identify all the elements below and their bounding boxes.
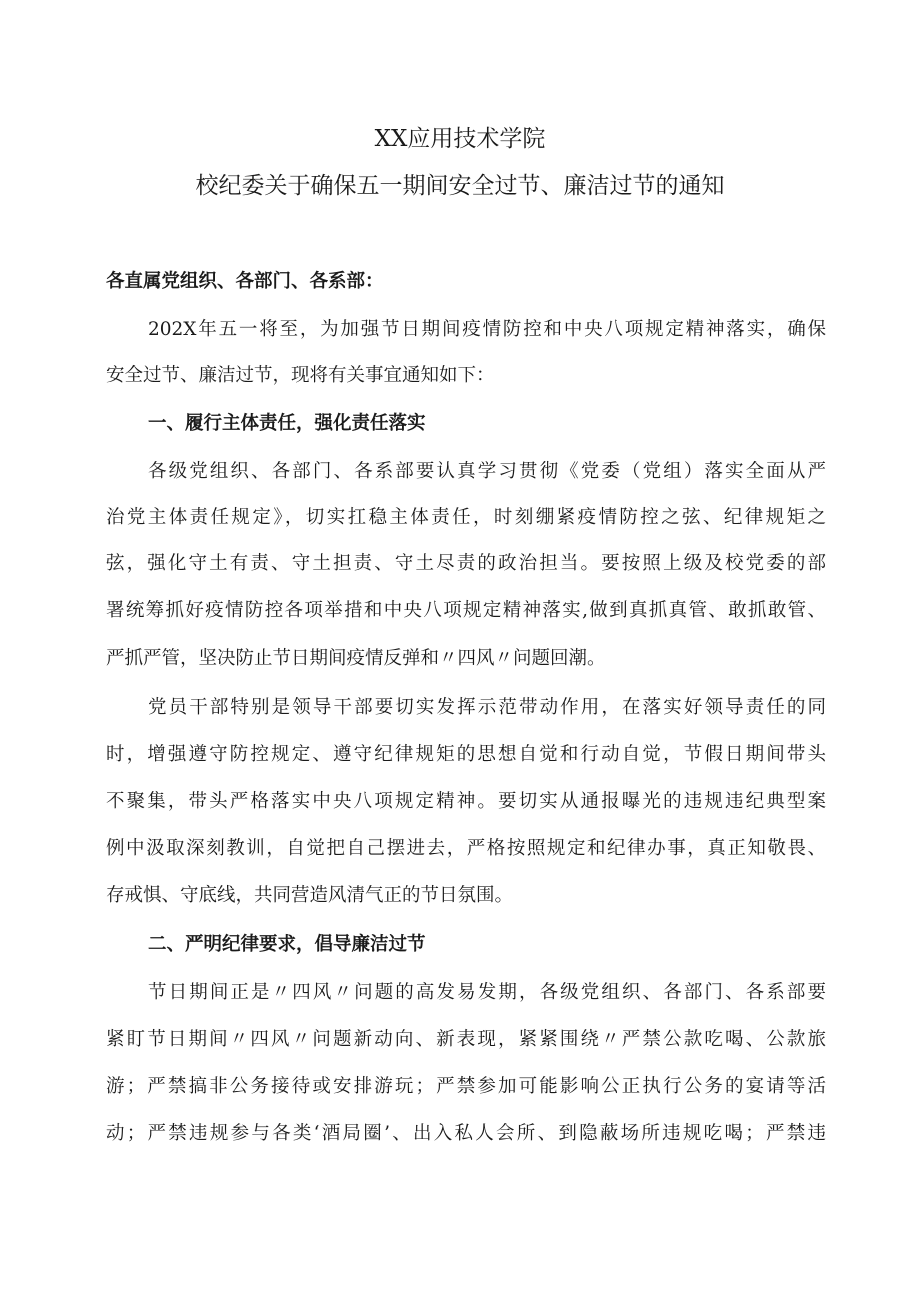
- paragraph-line: 节日期间正是〃四风〃问题的高发易发期，各级党组织、各部门、各系部要: [148, 982, 826, 1003]
- paragraph-line: 不聚集，带头严格落实中央八项规定精神。要切实从通报曝光的违规违纪典型案: [106, 791, 826, 812]
- paragraph-line: 游；严禁搞非公务接待或安排游玩；严禁参加可能影响公正执行公务的宴请等活: [106, 1076, 826, 1097]
- section-heading: 一、履行主体责任，强化责任落实: [148, 413, 426, 434]
- document-title-notice: 校纪委关于确保五一期间安全过节、廉洁过节的通知: [195, 173, 725, 199]
- paragraph-line: 时，增强遵守防控规定、遵守纪律规矩的思想自觉和行动自觉，节假日期间带头: [106, 744, 826, 765]
- salutation: 各直属党组织、各部门、各系部：: [106, 271, 384, 292]
- paragraph-line: 各级党组织、各部门、各系部要认真学习贯彻《党委（党组）落实全面从严: [148, 461, 826, 482]
- paragraph-line: 动；严禁违规参与各类‘酒局圈’、出入私人会所、到隐蔽场所违规吃喝；严禁违: [106, 1123, 826, 1144]
- paragraph-line: 治党主体责任规定》，切实扛稳主体责任，时刻绷紧疫情防控之弦、纪律规矩之: [106, 507, 826, 528]
- paragraph-line: 党员干部特别是领导干部要切实发挥示范带动作用，在落实好领导责任的同: [148, 697, 826, 718]
- paragraph-line: 例中汲取深刻教训，自觉把自己摆进去，严格按照规定和纪律办事，真正知敬畏、: [106, 838, 826, 859]
- paragraph-line: 弦，强化守土有责、守土担责、守土尽责的政治担当。要按照上级及校党委的部: [106, 553, 826, 574]
- paragraph-line: 署统筹抓好疫情防控各项举措和中央八项规定精神落实,做到真抓真管、敢抓敢管、: [106, 600, 826, 621]
- paragraph-line: 紧盯节日期间〃四风〃问题新动向、新表现，紧紧围绕〃严禁公款吃喝、公款旅: [106, 1029, 826, 1050]
- paragraph-line: 存戒惧、守底线，共同营造风清气正的节日氛围。: [106, 885, 514, 906]
- intro-line: 202X年五一将至，为加强节日期间疫情防控和中央八项规定精神落实，确保: [148, 319, 826, 340]
- paragraph-line: 严抓严管，坚决防止节日期间疫情反弹和〃四风〃问题回潮。: [106, 648, 606, 669]
- intro-line: 安全过节、廉洁过节，现将有关事宜通知如下：: [106, 365, 495, 386]
- section-heading: 二、严明纪律要求，倡导廉洁过节: [148, 934, 426, 955]
- document-title-institution: XX应用技术学院: [374, 126, 546, 152]
